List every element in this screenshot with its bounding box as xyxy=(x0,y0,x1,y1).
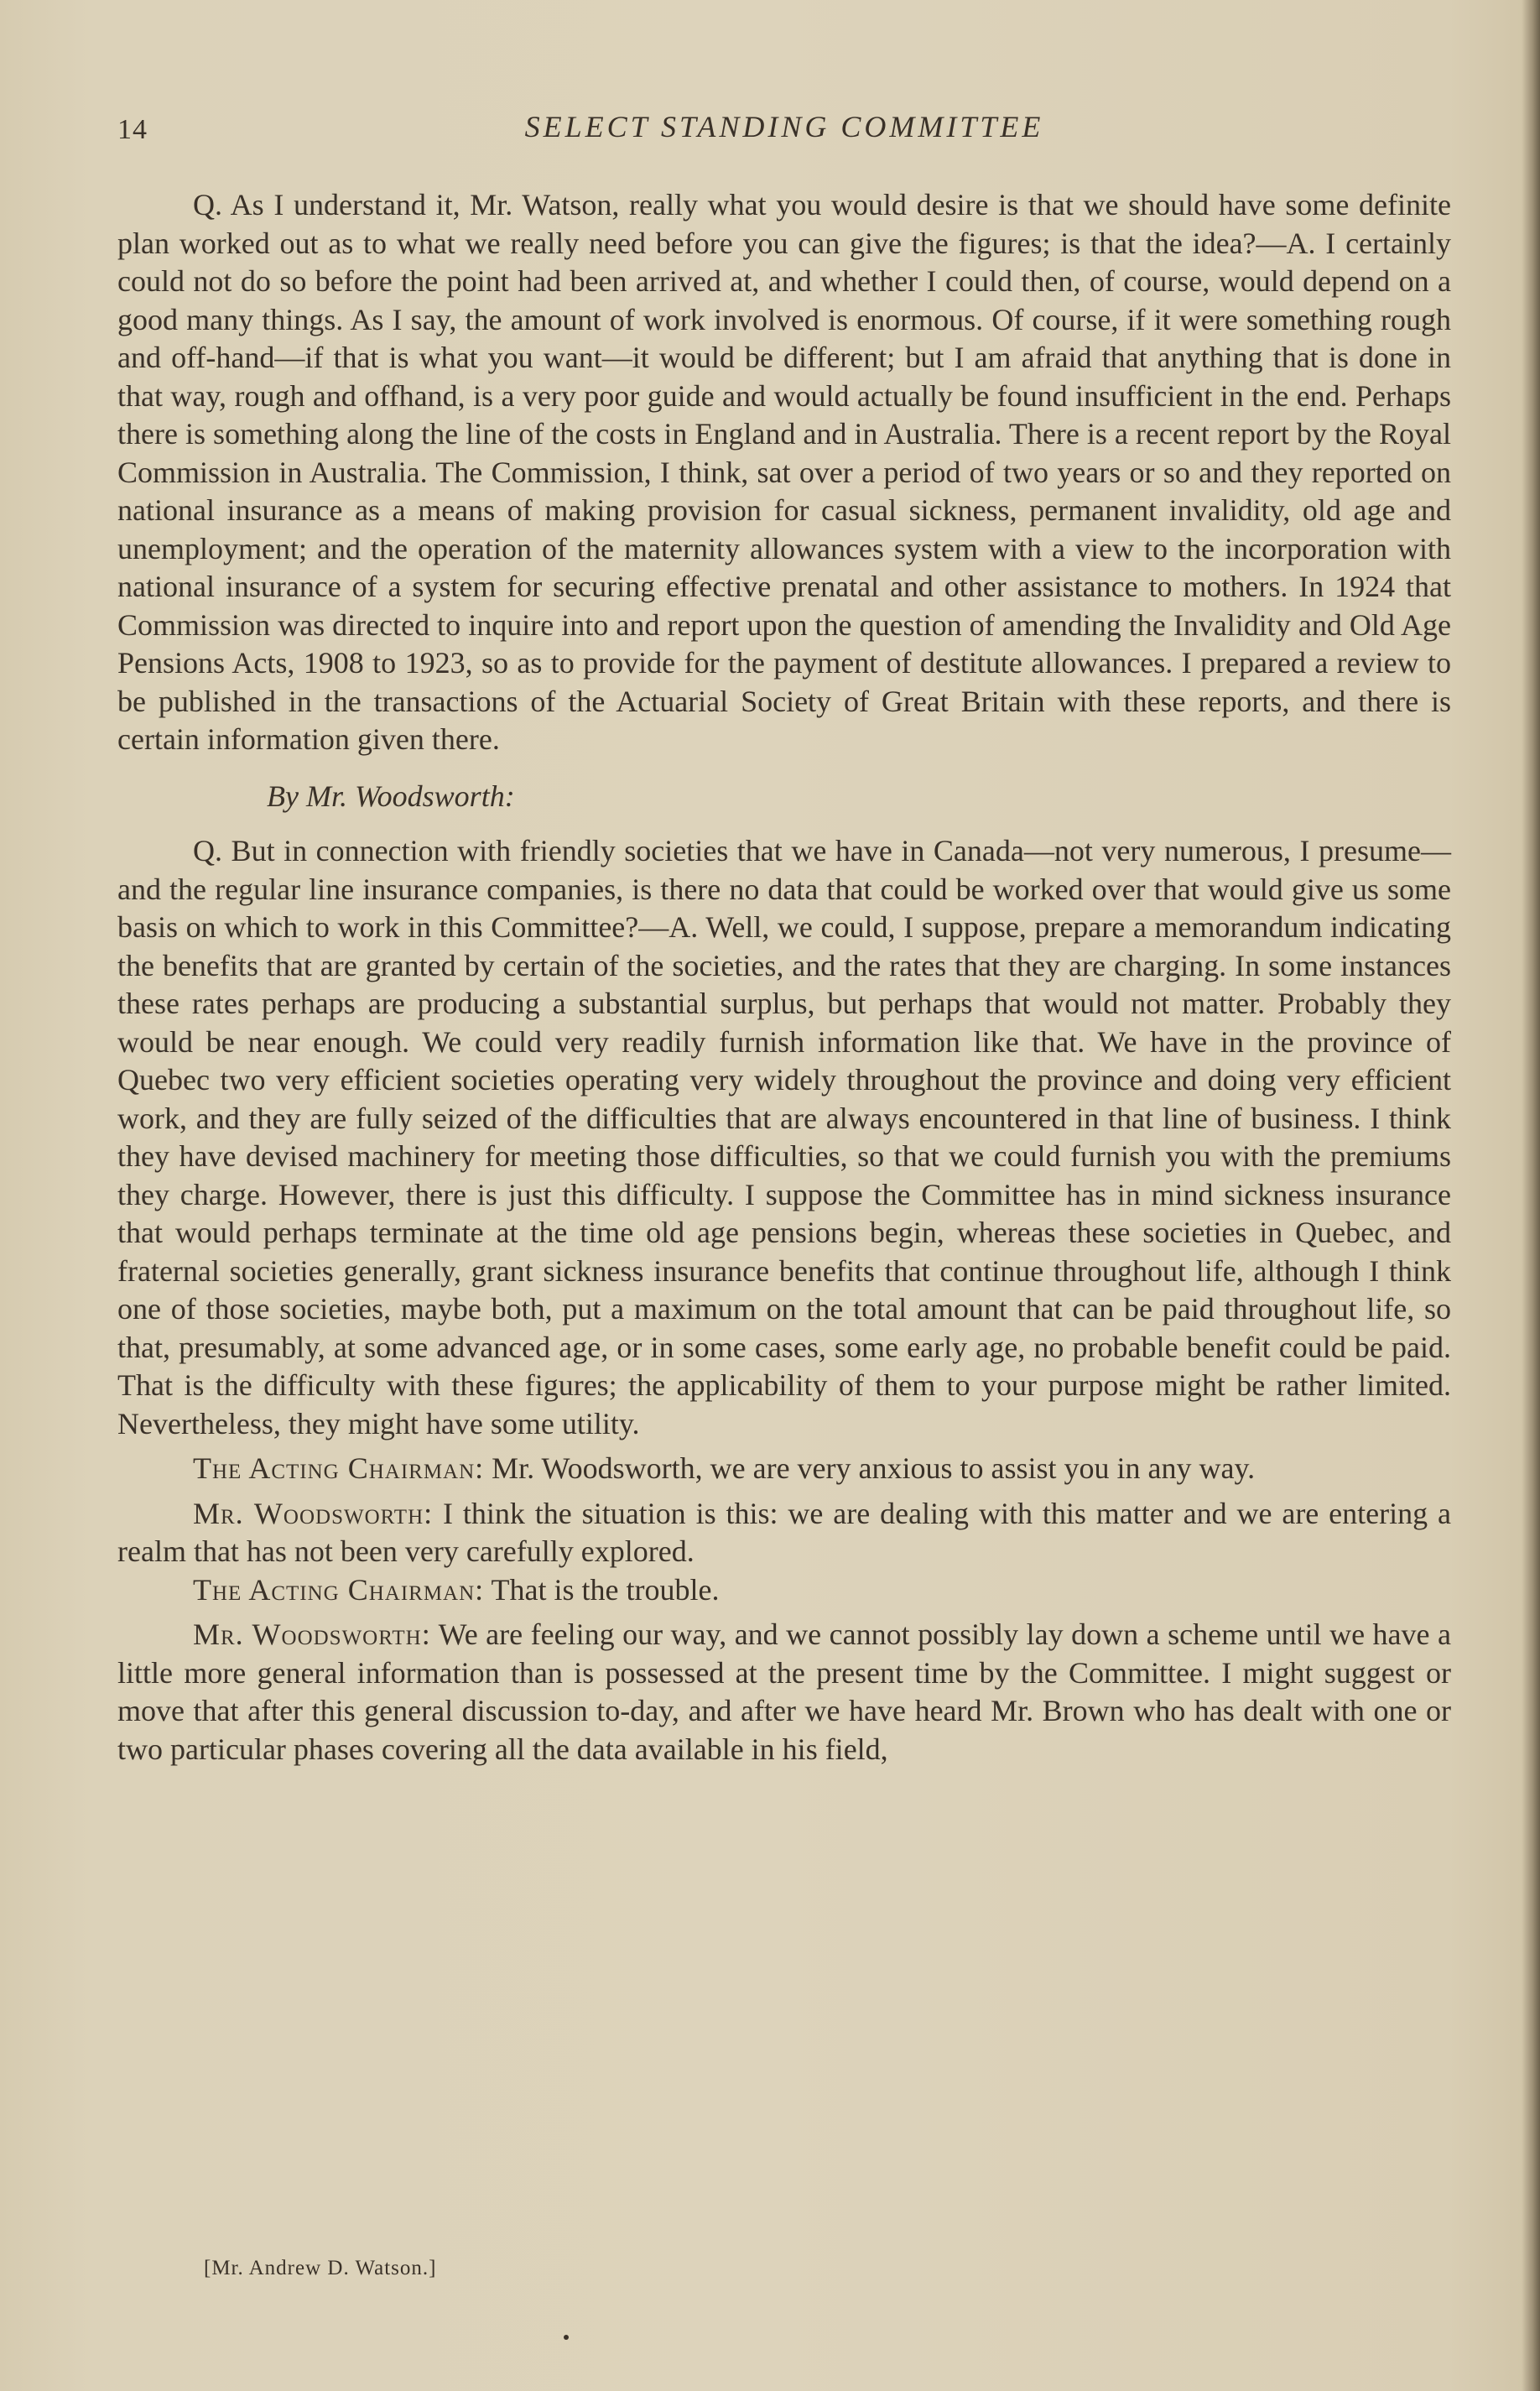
page-edge-shadow xyxy=(1522,0,1540,2391)
witness-footnote: [Mr. Andrew D. Watson.] xyxy=(204,2257,437,2279)
print-mark xyxy=(564,2335,569,2340)
testimony-paragraph-2: Q. But in connection with friendly societies that we have in Canada—not very numerous, I presume—and the regular line insurance companies, is there no data that could be worked over that would give us some basis on which to work in this Committee?—A. Well, we could, I suppose, prepare a memorandum indicating the benefits that are granted by certain of the societies, and the rates that they are charging. In some instances these rates perhaps are producing a substantial surplus, but perhaps that would not matter. Probably they would be near enough. We could very readily furnish information like that. We have in the province of Quebec two very efficient societies operating very widely throughout the province and doing very efficient work, and they are fully seized of the difficulties that are always encountered in that line of business. I think they have devised machinery for meeting those difficulties, so that we could furnish you with the premiums they charge. However, there is just this difficulty. I suppose the Committee has in mind sickness insurance that would perhaps terminate at the time old age pensions begin, whereas these societies in Quebec, and fraternal societies generally, grant sickness insurance benefits that continue throughout life, although I think one of those societies, maybe both, put a maximum on the total amount that can be paid throughout life, so that, presumably, at some advanced age, or in some cases, some early age, no probable benefit could be paid. That is the difficulty with these figures; the applicability of them to your purpose might be rather limited. Nevertheless, they might have some utility. xyxy=(117,834,1451,1440)
exchange-speaker: The Acting Chairman: xyxy=(193,1451,485,1485)
testimony-paragraph-1: Q. As I understand it, Mr. Watson, really what you would desire is that we should have some definite plan worked out as to what we really need before you can give the figures; is that the idea?—A. I certainly could not do so before the point had been arrived at, and whether I could then, of course, would depend on a good many things. As I say, the amount of work involved is enormous. Of course, if it were something rough and off-hand—if that is what you want—it would be different; but I am afraid that anything that is done in that way, rough and offhand, is a very poor guide and would actually be found insufficient in the end. Perhaps there is something along the line of the costs in England and in Australia. There is a recent report by the Royal Commission in Australia. The Commission, I think, sat over a period of two years or so and they reported on national insurance as a means of making provision for casual sickness, permanent invalidity, old age and unemployment; and the operation of the maternity allowances system with a view to the incorporation with national insurance of a system for securing effective prenatal and other assistance to mothers. In 1924 that Commission was directed to inquire into and report upon the question of amending the Invalidity and Old Age Pensions Acts, 1908 to 1923, so as to provide for the payment of destitute allowances. I prepared a review to be published in the transactions of the Actuarial Society of Great Britain with these reports, and there is certain information given there. xyxy=(117,188,1451,756)
exchange-1 xyxy=(117,1450,1451,1488)
exchange-2 xyxy=(117,1495,1451,1571)
exchange-text: I think the situation is this: we are dealing with this matter and we are entering a realm that has not been very carefully explored. xyxy=(117,1496,1451,1568)
exchange-3 xyxy=(117,1571,1451,1610)
page-number: 14 xyxy=(117,114,148,145)
exchange-text: We are feeling our way, and we cannot possibly lay down a scheme until we have a little more general information than is possessed at the present time by the Committee. I might suggest or move that after this general discussion to-day, and after we have heard Mr. Brown who has dealt with one or two particular phases covering all the data available in his field, xyxy=(117,1617,1451,1766)
exchange-speaker: Mr. Woodsworth: xyxy=(193,1496,434,1530)
exchange-text: That is the trouble. xyxy=(491,1572,720,1607)
exchange-text: Mr. Woodsworth, we are very anxious to assist you in any way. xyxy=(492,1451,1256,1485)
running-title: SELECT STANDING COMMITTEE xyxy=(524,110,1044,143)
page-body xyxy=(117,186,1451,1769)
exchange-speaker: Mr. Woodsworth: xyxy=(193,1617,431,1651)
exchange-speaker: The Acting Chairman: xyxy=(193,1572,485,1607)
speaker-heading: By Mr. Woodsworth: xyxy=(267,779,515,813)
page-header xyxy=(117,109,1451,151)
exchange-4 xyxy=(117,1616,1451,1769)
